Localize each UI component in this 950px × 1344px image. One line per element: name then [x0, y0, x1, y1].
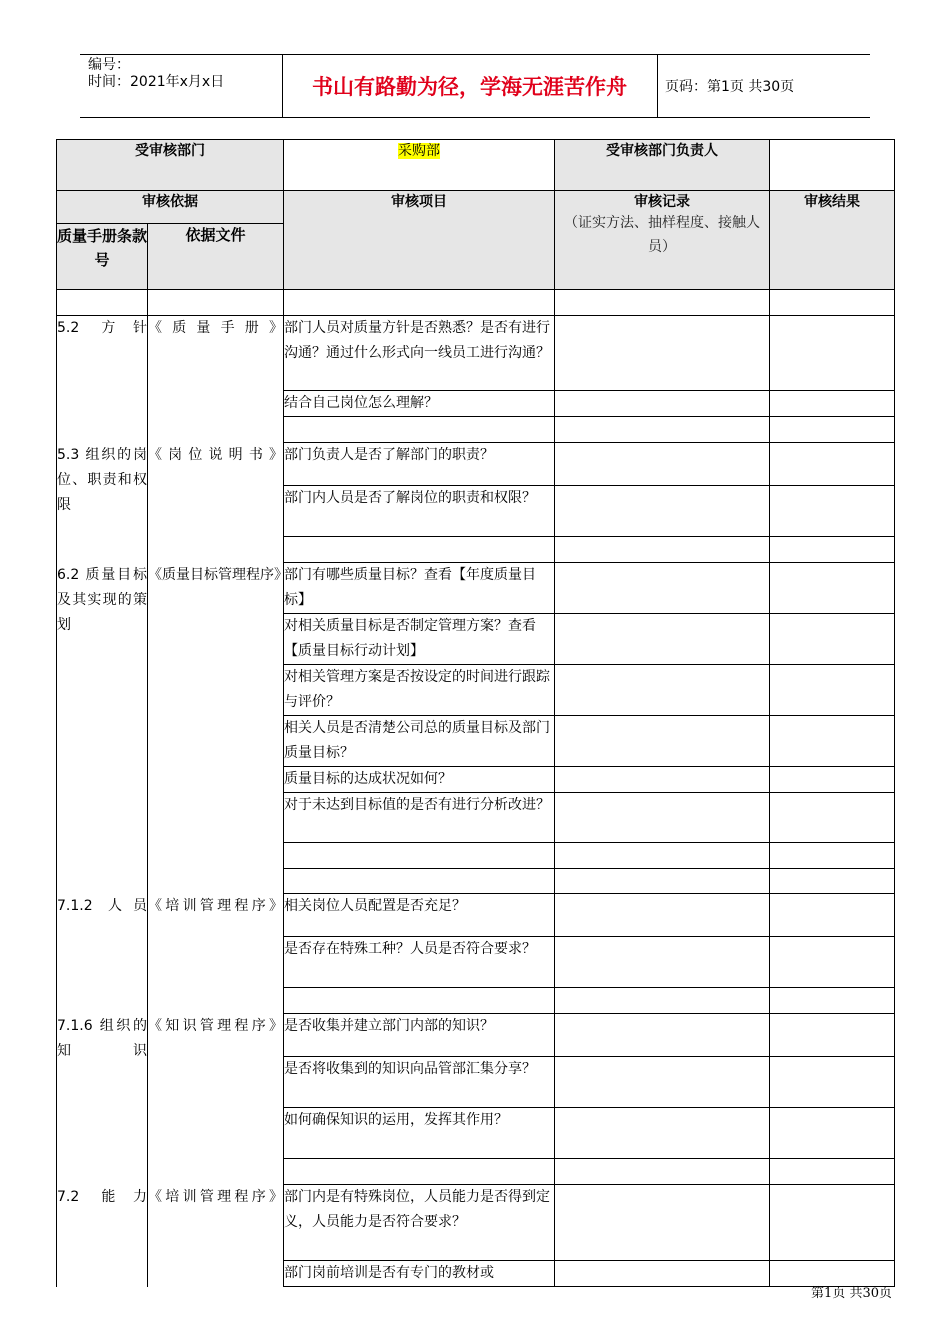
result-cell[interactable]: [770, 716, 895, 767]
question-cell: 相关岗位人员配置是否充足？: [284, 894, 555, 937]
result-cell[interactable]: [770, 614, 895, 665]
table-row: [57, 1014, 895, 1057]
clause-cell: 7.1.6 组织的知识: [57, 1014, 148, 1185]
table-row: [57, 1185, 895, 1261]
record-cell[interactable]: [555, 716, 770, 767]
question-cell: 是否将收集到的知识向品管部汇集分享？: [284, 1057, 555, 1108]
result-label: 审核结果: [770, 191, 895, 290]
question-cell: 部门有哪些质量目标？查看【年度质量目标】: [284, 563, 555, 614]
question-cell: 对于未达到目标值的是否有进行分析改进？: [284, 793, 555, 843]
clause-cell: 5.3 组织的岗位、职责和权限: [57, 443, 148, 563]
result-cell[interactable]: [770, 290, 895, 316]
result-cell[interactable]: [770, 869, 895, 894]
clause-cell: 5.2 方针: [57, 316, 148, 443]
table-row: [57, 894, 895, 937]
record-header: [555, 191, 770, 290]
table-row: [57, 290, 895, 316]
result-cell[interactable]: [770, 537, 895, 563]
record-cell[interactable]: [555, 1014, 770, 1057]
result-cell[interactable]: [770, 665, 895, 716]
table-row: [57, 191, 895, 224]
record-cell[interactable]: [555, 1108, 770, 1159]
record-cell[interactable]: [555, 290, 770, 316]
question-cell: 是否存在特殊工种？人员是否符合要求？: [284, 937, 555, 988]
record-cell[interactable]: [555, 665, 770, 716]
empty-cell: [284, 417, 555, 443]
result-cell[interactable]: [770, 937, 895, 988]
result-cell[interactable]: [770, 1108, 895, 1159]
doc-label: 依据文件: [148, 224, 284, 290]
result-cell[interactable]: [770, 417, 895, 443]
empty-cell: [284, 988, 555, 1014]
question-cell: 质量目标的达成状况如何？: [284, 767, 555, 793]
page-header: [80, 54, 870, 118]
clause-label: 质量手册条款号: [57, 224, 148, 290]
header-info: [88, 57, 283, 91]
empty-cell: [57, 290, 148, 316]
result-cell[interactable]: [770, 316, 895, 391]
doc-cell: 《质量目标管理程序》: [148, 563, 284, 894]
table-row: [57, 316, 895, 391]
question-cell: 如何确保知识的运用，发挥其作用？: [284, 1108, 555, 1159]
record-cell[interactable]: [555, 537, 770, 563]
result-cell[interactable]: [770, 1057, 895, 1108]
result-cell[interactable]: [770, 793, 895, 843]
record-cell[interactable]: [555, 1159, 770, 1185]
result-cell[interactable]: [770, 988, 895, 1014]
record-cell[interactable]: [555, 316, 770, 391]
record-cell[interactable]: [555, 563, 770, 614]
dept-value: 采购部: [398, 143, 440, 159]
empty-cell: [284, 290, 555, 316]
question-cell: 是否收集并建立部门内部的知识？: [284, 1014, 555, 1057]
record-cell[interactable]: [555, 391, 770, 417]
result-cell[interactable]: [770, 443, 895, 486]
page-footer: 第1页 共30页: [811, 1286, 892, 1301]
header-divider: [657, 55, 658, 117]
question-cell: 部门人员对质量方针是否熟悉？是否有进行沟通？通过什么形式向一线员工进行沟通？: [284, 316, 555, 391]
question-cell: 部门负责人是否了解部门的职责？: [284, 443, 555, 486]
result-cell[interactable]: [770, 1014, 895, 1057]
record-cell[interactable]: [555, 1185, 770, 1261]
record-cell[interactable]: [555, 843, 770, 869]
basis-label: 审核依据: [57, 191, 284, 224]
dept-leader-label: 受审核部门负责人: [555, 140, 770, 191]
record-cell[interactable]: [555, 869, 770, 894]
result-cell[interactable]: [770, 894, 895, 937]
empty-cell: [284, 537, 555, 563]
result-cell[interactable]: [770, 1159, 895, 1185]
question-cell: 结合自己岗位怎么理解？: [284, 391, 555, 417]
record-cell[interactable]: [555, 767, 770, 793]
question-cell: 对相关质量目标是否制定管理方案？查看【质量目标行动计划】: [284, 614, 555, 665]
record-sublabel: （证实方法、抽样程度、接触人员）: [564, 215, 760, 255]
doc-cell: 《培训管理程序》: [148, 1185, 284, 1287]
question-cell: 部门内人员是否了解岗位的职责和权限？: [284, 486, 555, 537]
result-cell[interactable]: [770, 843, 895, 869]
record-cell[interactable]: [555, 486, 770, 537]
record-label: 审核记录: [634, 194, 690, 210]
record-cell[interactable]: [555, 614, 770, 665]
doc-time-label: 时间：2021年x月x日: [88, 74, 225, 90]
audit-checklist-table: [56, 139, 895, 1287]
record-cell[interactable]: [555, 988, 770, 1014]
clause-cell: 6.2 质量目标及其实现的策划: [57, 563, 148, 894]
record-cell[interactable]: [555, 1057, 770, 1108]
question-cell: 部门内是有特殊岗位，人员能力是否得到定义，人员能力是否符合要求？: [284, 1185, 555, 1261]
result-cell[interactable]: [770, 391, 895, 417]
table-row: [57, 563, 895, 614]
header-page-info: 页码：第1页 共30页: [665, 79, 795, 95]
record-cell[interactable]: [555, 443, 770, 486]
record-cell[interactable]: [555, 793, 770, 843]
clause-cell: 7.2 能力: [57, 1185, 148, 1287]
result-cell[interactable]: [770, 563, 895, 614]
question-cell: 部门岗前培训是否有专门的教材或: [284, 1261, 555, 1287]
empty-cell: [148, 290, 284, 316]
table-row: [57, 140, 895, 191]
empty-cell: [284, 843, 555, 869]
table-row: [57, 443, 895, 486]
clause-cell: 7.1.2 人员: [57, 894, 148, 1014]
question-cell: 相关人员是否清楚公司总的质量目标及部门质量目标？: [284, 716, 555, 767]
dept-label: 受审核部门: [57, 140, 284, 191]
empty-cell: [284, 869, 555, 894]
doc-number-label: 编号：: [88, 57, 130, 73]
empty-cell: [284, 1159, 555, 1185]
doc-cell: 《知识管理程序》: [148, 1014, 284, 1185]
record-cell[interactable]: [555, 1261, 770, 1287]
result-cell[interactable]: [770, 486, 895, 537]
result-cell[interactable]: [770, 1185, 895, 1261]
dept-value-cell[interactable]: [284, 140, 555, 191]
doc-cell: 《质量手册》: [148, 316, 284, 443]
record-cell[interactable]: [555, 417, 770, 443]
question-cell: 对相关管理方案是否按设定的时间进行跟踪与评价？: [284, 665, 555, 716]
record-cell[interactable]: [555, 894, 770, 937]
doc-cell: 《岗位说明书》: [148, 443, 284, 563]
result-cell[interactable]: [770, 767, 895, 793]
doc-cell: 《培训管理程序》: [148, 894, 284, 1014]
record-cell[interactable]: [555, 937, 770, 988]
item-label: 审核项目: [284, 191, 555, 290]
header-motto: 书山有路勤为径，学海无涯苦作舟: [312, 74, 627, 99]
dept-leader-value[interactable]: [770, 140, 895, 191]
